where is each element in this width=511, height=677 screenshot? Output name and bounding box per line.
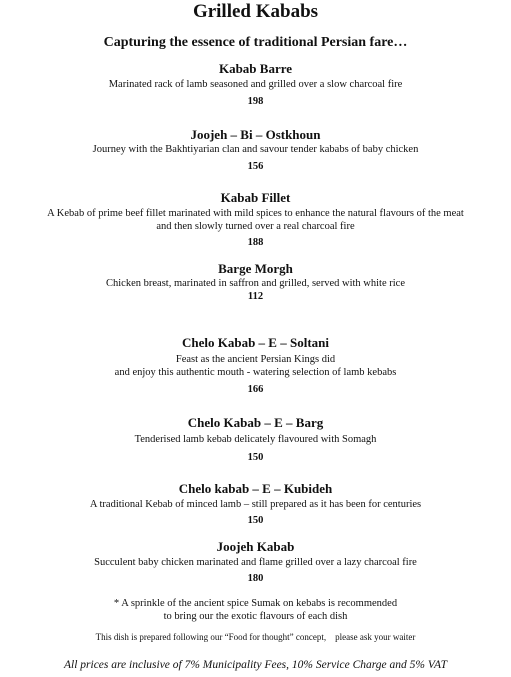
menu-item-price: 166 (247, 384, 264, 395)
menu-item-price: 180 (247, 573, 264, 584)
menu-item-name: Joojeh Kabab (216, 539, 295, 554)
menu-item-price: 188 (247, 237, 264, 248)
menu-item-price: 198 (247, 96, 264, 107)
menu-item-price: 150 (247, 515, 264, 526)
menu-item-price: 150 (247, 452, 264, 463)
menu-item-name: Kabab Fillet (220, 190, 291, 205)
menu-item-description: and then slowly turned over a real charcoal fire (156, 221, 355, 232)
menu-item-price: 112 (247, 291, 264, 302)
menu-item-name: Kabab Barre (218, 61, 293, 76)
menu-item-name: Chelo Kabab – E – Barg (187, 415, 324, 430)
menu-item-price: 156 (247, 161, 264, 172)
menu-item-description: and enjoy this authentic mouth - watering selection of lamb kebabs (114, 367, 397, 378)
menu-item-description: Feast as the ancient Persian Kings did (175, 354, 336, 365)
menu-item-name: Chelo kabab – E – Kubideh (178, 481, 333, 496)
menu-item-description: A Kebab of prime beef fillet marinated with mild spices to enhance the natural flavours of the meat (47, 208, 464, 219)
menu-item-description: Chicken breast, marinated in saffron and grilled, served with white rice (106, 278, 405, 289)
menu-item-name: Barge Morgh (218, 261, 293, 276)
menu-item-description: A traditional Kebab of minced lamb – still prepared as it has been for centuries (89, 499, 422, 510)
menu-item-description: Tenderised lamb kebab delicately flavoured with Somagh (134, 434, 377, 445)
sumak-note: to bring our the exotic flavours of each dish (163, 611, 348, 622)
menu-item-description: Journey with the Bakhtiyarian clan and savour tender kababs of baby chicken (92, 144, 419, 155)
price-disclaimer: All prices are inclusive of 7% Municipality Fees, 10% Service Charge and 5% VAT (63, 659, 448, 671)
menu-item-description: Marinated rack of lamb seasoned and grilled over a slow charcoal fire (108, 79, 403, 90)
sumak-note: * A sprinkle of the ancient spice Sumak on kebabs is recommended (113, 598, 398, 609)
concept-note: This dish is prepared following our “Food for thought” concept, please ask your waiter (95, 632, 416, 642)
menu-item-name: Chelo Kabab – E – Soltani (181, 335, 329, 350)
page-title: Grilled Kababs (192, 1, 319, 22)
menu-item-description: Succulent baby chicken marinated and flame grilled over a lazy charcoal fire (94, 557, 417, 568)
menu-item-name: Joojeh – Bi – Ostkhoun (190, 127, 321, 142)
page-subtitle: Capturing the essence of traditional Persian fare… (103, 35, 408, 50)
